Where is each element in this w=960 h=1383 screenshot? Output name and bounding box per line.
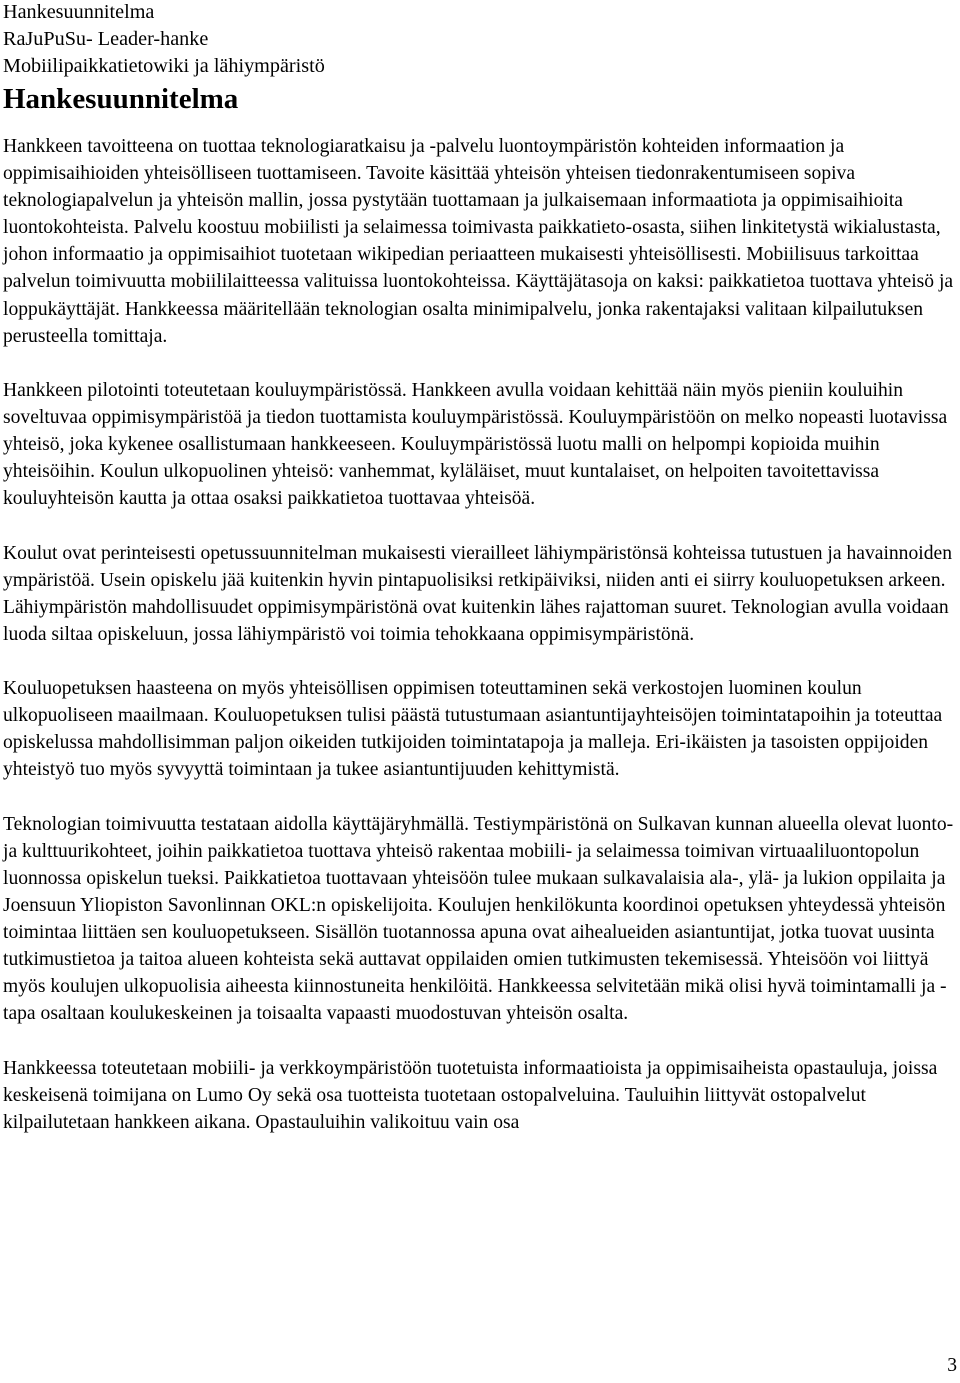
document-header-title: Hankesuunnitelma [3, 1, 155, 23]
body-paragraph-schools: Koulut ovat perinteisesti opetussuunnitelman mukaisesti vierailleet lähiympäristönsä kohteissa tutustuen ja havainnoiden ympäristöä. Usein opiskelu jää kuitenkin hyvin pintapuolisiksi retkipäiviksi, niiden anti ei siirry kouluopetuksen arkeen. Lähiympäristön mahdollisuudet oppimisympäristönä ovat kuitenkin lähes rajattoman suuret. Teknologian avulla voidaan luoda siltaa opiskeluun, jossa lähiympäristö voi toimia tehokkaana oppimisympäristönä. [3, 542, 953, 645]
document-header-subtitle: Mobiilipaikkatietowiki ja lähiympäristö [3, 55, 325, 77]
body-paragraph-goals: Hankkeen tavoitteena on tuottaa teknologiaratkaisu ja -palvelu luontoympäristön kohteiden informaation ja oppimisaihioiden yhteisölliseen tuottamiseen. Tavoite käsittää yhteisön yhteisen tiedonrakentumiseen sopiva teknologiapalvelun ja yhteisön mallin, jossa pystytään tuottamaan ja julkaisemaan informaatiota ja oppimisaihioita luontokohteista. Palvelu koostuu mobiilisti ja selaimessa toimivasta paikkatieto-osasta, siihen linkitetystä wikialustasta, johon informaatio ja oppimisaihiot tuotetaan wikipedian periaatteen mukaisesti yhteisöllisesti. Mobiilisuus tarkoittaa palvelun toimivuutta mobiililaitteessa valituissa luontokohteissa. Käyttäjätasoja on kaksi: paikkatietoa tuottava yhteisö ja loppukäyttäjät. Hankkeessa määritellään teknologian osalta minimipalvelu, jonka rakentajaksi valitaan kilpailutuksen perusteella tomittaja. [3, 136, 954, 347]
body-paragraph-challenges: Kouluopetuksen haasteena on myös yhteisöllisen oppimisen toteuttaminen sekä verkostojen luominen koulun ulkopuoliseen maailmaan. Kouluopetuksen tulisi päästä tutustumaan asiantuntijayhteisöjen toimintatapoihin ja toteuttaa opiskelussa mahdollisimman paljon oikeiden tutkijoiden toimintatapoja ja malleja. Eri-ikäisten ja tasoisten oppijoiden yhteistyö tuo myös syvyyttä toimintaan ja tukee asiantuntijuuden kehittymistä. [3, 678, 943, 781]
document-header-project: RaJuPuSu- Leader-hanke [3, 28, 209, 50]
page-number: 3 [947, 1355, 957, 1376]
document-page [3, 0, 957, 1136]
page-title: Hankesuunnitelma [3, 83, 239, 115]
body-paragraph-pilot: Hankkeen pilotointi toteutetaan kouluympäristössä. Hankkeen avulla voidaan kehittää näin myös pieniin kouluihin soveltuvaa oppimisympäristöä ja tiedon tuottamista kouluympäristössä. Kouluympäristöön on melko nopeasti luotavissa yhteisö, joka kykenee osallistumaan hankkeeseen. Kouluympäristössä luotu malli on helpompi kopioida muihin yhteisöihin. Koulun ulkopuolinen yhteisö: vanhemmat, kyläläiset, muut kuntalaiset, on helpoiten tavoitettavissa kouluyhteisön kautta ja ottaa osaksi paikkatietoa tuottavaa yhteisöä. [3, 379, 948, 510]
body-paragraph-testing: Teknologian toimivuutta testataan aidolla käyttäjäryhmällä. Testiympäristönä on Sulkavan kunnan alueella olevat luonto- ja kulttuurikohteet, joihin paikkatietoa tuottava yhteisö rakentaa mobiili- ja selaimessa toimivan virtuaaliluontopolun luonnossa opiskelun tueksi. Paikkatietoa tuottavaan yhteisöön tulee mukaan sulkavalaisia ala-, ylä- ja lukion oppilaita ja Joensuun Yliopiston Savonlinnan OKL:n opiskelijoita. Koulujen henkilökunta koordinoi opetuksen yhteydessä yhteisön toimintaa liittäen sen kouluopetukseen. Sisällön tuotannossa apuna ovat aihealueiden asiantuntijat, jotka tuovat uusinta tutkimustietoa ja taitoa alueen kohteista sekä auttavat oppilaiden omien tutkimusten tekemisessä. Yhteisöön voi liittyä myös koulujen ulkopuolisia aiheesta kiinnostuneita henkilöitä. Hankkeessa selvitetään mikä olisi hyvä toimintamalli ja -tapa osaltaan koulukeskeinen ja toisaalta vapaasti muodostuvan yhteisön osalta. [3, 813, 954, 1025]
body-paragraph-signboards: Hankkeessa toteutetaan mobiili- ja verkkoympäristöön tuotetuista informaatioista ja oppimisaiheista opastauluja, joissa keskeisenä toimijana on Lumo Oy sekä osa tuotteista tuotetaan ostopalveluina. Tauluihin liittyvät ostopalvelut kilpailutetaan hankkeen aikana. Opastauluihin valikoituu vain osa [3, 1057, 938, 1133]
